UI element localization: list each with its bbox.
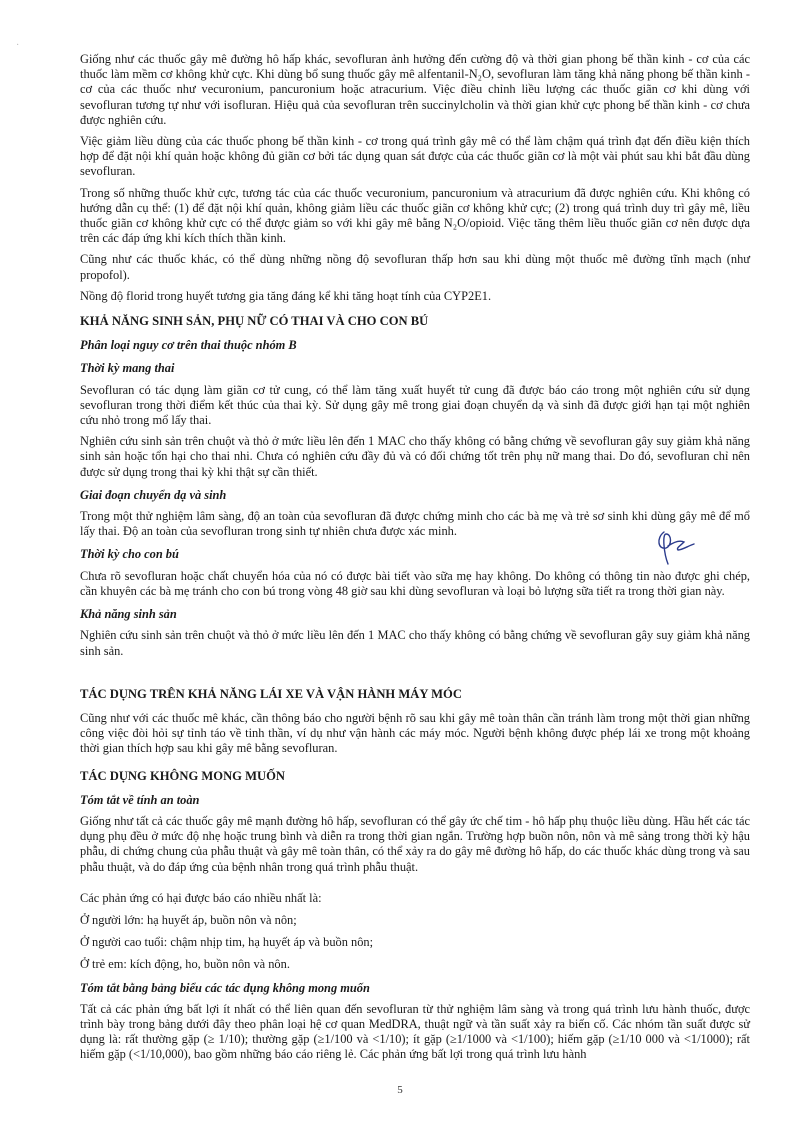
intro-paragraph-2: Việc giảm liều dùng của các thuốc phong bế thần kinh - cơ trong quá trình gây mê có thể làm chậm quá trình đạt đến điều kiện thích hợp để đặt nội khí quản hoặc không đủ giãn cơ bởi tác dụng quan sát được của các thuốc giãn cơ là một vài phút sau khi bắt đầu dùng sevofluran. xyxy=(80,134,750,179)
lactation-heading: Thời kỳ cho con bú xyxy=(80,547,179,562)
adverse-section-heading: TÁC DỤNG KHÔNG MONG MUỐN xyxy=(80,768,285,783)
driving-paragraph: Cũng như với các thuốc mê khác, cần thông báo cho người bệnh rõ sau khi gây mê toàn thân cần tránh làm trong một thời gian những công việc đòi hỏi sự tỉnh táo về tinh thần, ví dụ như vận hành các máy móc. Người bệnh không được phép lái xe trong một khoảng thời gian thích hợp sau khi gây mê bằng sevofluran. xyxy=(80,710,750,756)
intro-paragraph-5: Nồng độ florid trong huyết tương gia tăng đáng kể khi tăng hoạt tính của CYP2E1. xyxy=(80,288,492,303)
table-paragraph: Tất cả các phản ứng bất lợi ít nhất có thể liên quan đến sevofluran từ thử nghiệm lâm sàng và trong quá trình lưu hành thuốc, được trình bày trong bảng dưới đây theo phân loại hệ cơ quan MedDRA, thuật ngữ và tần suất xảy ra biến cố. Các nhóm tần suất được sử dụng là: rất thường gặp (≥ 1/10); thường gặp (≥1/100 và <1/10); ít gặp (≥1/1000 và <1/100); hiếm gặp (≥1/10 000 và <1/1000); rất hiếm gặp (<1/10,000), bao gồm những báo cáo riêng lẻ. Các phản ứng bất lợi trong quá trình lưu hành xyxy=(80,1001,750,1062)
intro-paragraph-1: Giống như các thuốc gây mê đường hô hấp khác, sevofluran ảnh hưởng đến cường độ và thời gian phong bế thần kinh - cơ của các thuốc làm mềm cơ không khử cực. Khi dùng bổ sung thuốc gây mê alfentanil-N₂O, sevofluran làm tăng khả năng phong bế thần kinh - cơ của các thuốc như vecuronium, pancuronium hoặc atracurium. Việc điều chỉnh liều lượng các thuốc giãn cơ khi dùng với sevofluran tương tự như với isofluran. Hiệu quả của sevofluran trên succinylcholin và thời gian khử cực phong bế thần kinh - cơ chưa được nghiên cứu. xyxy=(80,52,750,127)
table-summary-heading: Tóm tắt bằng bảng biểu các tác dụng không mong muốn xyxy=(80,980,370,995)
pregnancy-paragraph-2: Nghiên cứu sinh sản trên chuột và thỏ ở mức liều lên đến 1 MAC cho thấy không có bằng chứng về sevofluran gây suy giảm khả năng sinh sản hoặc tổn hại cho thai nhi. Chưa có nghiên cứu đầy đủ và có đối chứng tốt trên phụ nữ mang thai. Do đó, sevofluran chỉ nên được sử dụng trong thai kỳ khi thật sự cần thiết. xyxy=(80,434,750,479)
intro-paragraph-3: Trong số những thuốc khử cực, tương tác của các thuốc vecuronium, pancuronium và atracurium đã được nghiên cứu. Khi không có hướng dẫn cụ thể: (1) để đặt nội khí quản, không giảm liều các thuốc giãn cơ không khử cực; (2) trong quá trình duy trì gây mê, liều thuốc giãn cơ không khử cực có thể được giảm so với khi gây mê bằng N₂O/opioid. Việc tăng thêm liều thuốc giãn cơ nên được dựa trên các đáp ứng khi kích thích thần kinh. xyxy=(80,185,750,246)
safety-summary-heading: Tóm tắt về tính an toàn xyxy=(80,792,200,807)
pregnancy-heading: Thời kỳ mang thai xyxy=(80,361,175,376)
scan-mark: · xyxy=(16,40,20,51)
fertility-section-heading: KHẢ NĂNG SINH SẢN, PHỤ NỮ CÓ THAI VÀ CHO CON BÚ xyxy=(80,314,429,329)
adverse-list-intro: Các phản ứng có hại được báo cáo nhiều nhất là: xyxy=(80,890,322,905)
labor-paragraph: Trong một thử nghiệm lâm sàng, độ an toàn của sevofluran đã được chứng minh cho các bà mẹ và trẻ sơ sinh khi dùng gây mê để mổ lấy thai. Độ an toàn của sevofluran trong sinh tự nhiên chưa được xác minh. xyxy=(80,509,750,539)
lactation-paragraph: Chưa rõ sevofluran hoặc chất chuyển hóa của nó có được bài tiết vào sữa mẹ hay không. Do không có thông tin nào được ghi chép, cần khuyên các bà mẹ tránh cho con bú trong vòng 48 giờ sau khi dùng sevofluran và loại bỏ lượng sữa tiết ra trong thời gian này. xyxy=(80,568,750,598)
safety-paragraph: Giống như tất cả các thuốc gây mê mạnh đường hô hấp, sevofluran có thể gây ức chế tim - hô hấp phụ thuộc liều dùng. Hầu hết các tác dụng phụ đều ở mức độ nhẹ hoặc trung bình và diễn ra trong thời gian ngắn. Trường hợp buồn nôn, nôn và mê sảng trong thời kỳ hậu phẫu, di chứng chung của phẫu thuật và gây mê toàn thân, có thể xảy ra do gây mê đường hô hấp, do các thuốc khác dùng trong và sau phẫu thuật, và do đáp ứng của bệnh nhân trong quá trình phẫu thuật. xyxy=(80,813,750,874)
page-number: 5 xyxy=(397,1084,403,1096)
list-item: Ở người lớn: hạ huyết áp, buồn nôn và nôn; xyxy=(80,912,297,927)
list-item: Ở trẻ em: kích động, ho, buồn nôn và nôn. xyxy=(80,957,290,972)
driving-section-heading: TÁC DỤNG TRÊN KHẢ NĂNG LÁI XE VÀ VẬN HÀNH MÁY MÓC xyxy=(80,686,462,701)
fertility-paragraph: Nghiên cứu sinh sản trên chuột và thỏ ở mức liều lên đến 1 MAC cho thấy không có bằng chứng về sevofluran gây suy giảm khả năng sinh sản. xyxy=(80,628,750,658)
list-item: Ở người cao tuổi: chậm nhịp tim, hạ huyết áp và buồn nôn; xyxy=(80,935,374,950)
adverse-list xyxy=(80,891,750,973)
risk-class-heading: Phân loại nguy cơ trên thai thuộc nhóm B xyxy=(80,338,297,353)
labor-heading: Giai đoạn chuyển dạ và sinh xyxy=(80,487,227,502)
handwritten-signature xyxy=(650,524,698,568)
intro-paragraph-4: Cũng như các thuốc khác, có thể dùng những nồng độ sevofluran thấp hơn sau khi dùng một thuốc mê đường tĩnh mạch (như propofol). xyxy=(80,252,750,282)
pregnancy-paragraph-1: Sevofluran có tác dụng làm giãn cơ tử cung, có thể làm tăng xuất huyết tử cung đã được báo cáo trong một nghiên cứu sử dụng sevofluran trong thời điểm kết thúc của thai kỳ. Sử dụng gây mê trong giai đoạn chuyển dạ và sinh đã được giới hạn tại một nghiên cứu nhỏ trong mổ lấy thai. xyxy=(80,382,750,428)
fertility-heading: Khả năng sinh sản xyxy=(80,607,177,622)
